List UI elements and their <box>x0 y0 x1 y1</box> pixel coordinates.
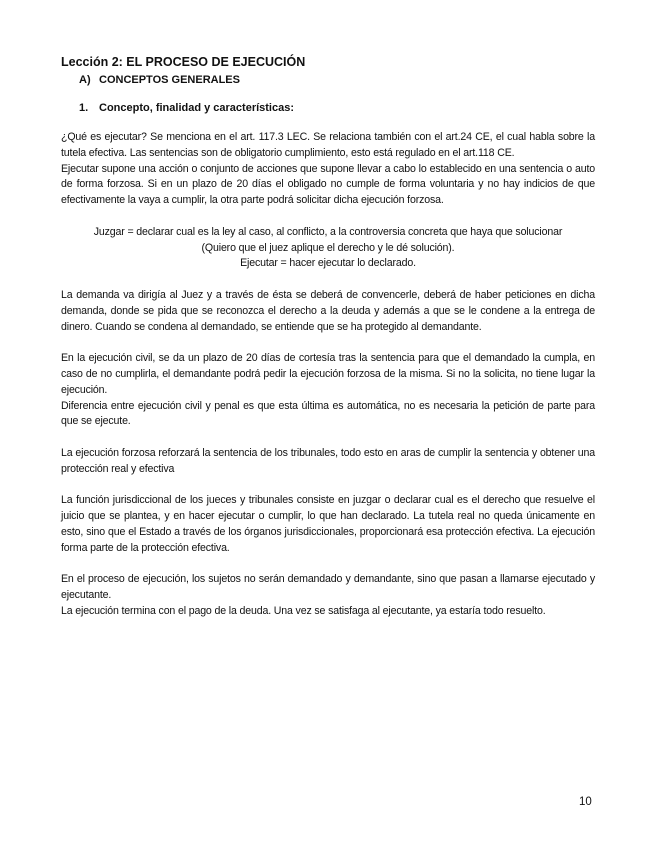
paragraph-ejecutar-definition: Ejecutar supone una acción o conjunto de acciones que supone llevar a cabo lo establecido en una sentencia o auto de forma forzosa. Si en un plazo de 20 días el obligado no cumple de forma voluntaria y no hay indicios de que efectivamente la vaya a cumplir, la otra parte podrá solicitar dicha ejecución forzosa. <box>61 162 595 207</box>
paragraph-ejecutar-question: ¿Qué es ejecutar? Se menciona en el art. 117.3 LEC. Se relaciona también con el art.24 CE, el cual habla sobre la tutela efectiva. Las sentencias son de obligatorio cumplimiento, esto está regulado en el art.118 CE. <box>61 131 595 159</box>
section-heading <box>79 74 595 86</box>
definition-juzgar-note: (Quiero que el juez aplique el derecho y le dé solución). <box>201 241 455 254</box>
paragraph-ejecucion-civil: En la ejecución civil, se da un plazo de 20 días de cortesía tras la sentencia para que el demandado la cumpla, en caso de no cumplirla, el demandante podrá pedir la ejecución forzosa de la misma. Si no la solicita, no tiene lugar la ejecución. <box>61 352 595 396</box>
document-page <box>61 55 595 620</box>
paragraph-sujetos: En el proceso de ejecución, los sujetos no serán demandado y demandante, sino que pasan a llamarse ejecutado y ejecutante. <box>61 573 595 602</box>
section-title: CONCEPTOS GENERALES <box>99 74 240 86</box>
lesson-title: Lección 2: EL PROCESO DE EJECUCIÓN <box>61 55 306 69</box>
paragraph-ejecucion-forzosa: La ejecución forzosa reforzará la sentencia de los tribunales, todo esto en aras de cumplir la sentencia y obtener una protección real y efectiva <box>61 446 595 475</box>
item-marker: 1. <box>79 102 89 114</box>
section-marker: A) <box>79 74 91 86</box>
paragraph-funcion-jurisdiccional: La función jurisdiccional de los jueces y tribunales consiste en juzgar o declarar cual es el derecho que resuelve el juicio que se plantea, y en hacer ejecutar o cumplir, lo que han declarado. La tutela real no queda únicamente en esto, sino que el Estado a través de los órganos jurisdiccionales, proporcionará esa protección efectiva. La ejecución forma parte de la protección efectiva. <box>61 494 595 554</box>
paragraph-pago-deuda: La ejecución termina con el pago de la deuda. Una vez se satisfaga al ejecutante, ya estaría todo resuelto. <box>61 604 546 617</box>
item-title: Concepto, finalidad y características: <box>99 102 295 114</box>
item-heading <box>79 102 595 114</box>
definition-ejecutar: Ejecutar = hacer ejecutar lo declarado. <box>240 257 416 270</box>
paragraph-diferencia: Diferencia entre ejecución civil y penal es que esta última es automática, no es necesaria la petición de parte para que se ejecute. <box>61 399 595 428</box>
page-number: 10 <box>579 796 592 808</box>
paragraph-demanda: La demanda va dirigía al Juez y a través de ésta se deberá de convencerle, deberá de haber peticiones en dicha demanda, donde se pida que se reconozca el derecho a la deuda y además a que se le condene a la entrega de dinero. Cuando se condena al demandado, se entiende que se ha protegido al demandante. <box>61 288 595 333</box>
definition-juzgar: Juzgar = declarar cual es la ley al caso, al conflicto, a la controversia concreta que haya que solucionar <box>93 225 563 238</box>
